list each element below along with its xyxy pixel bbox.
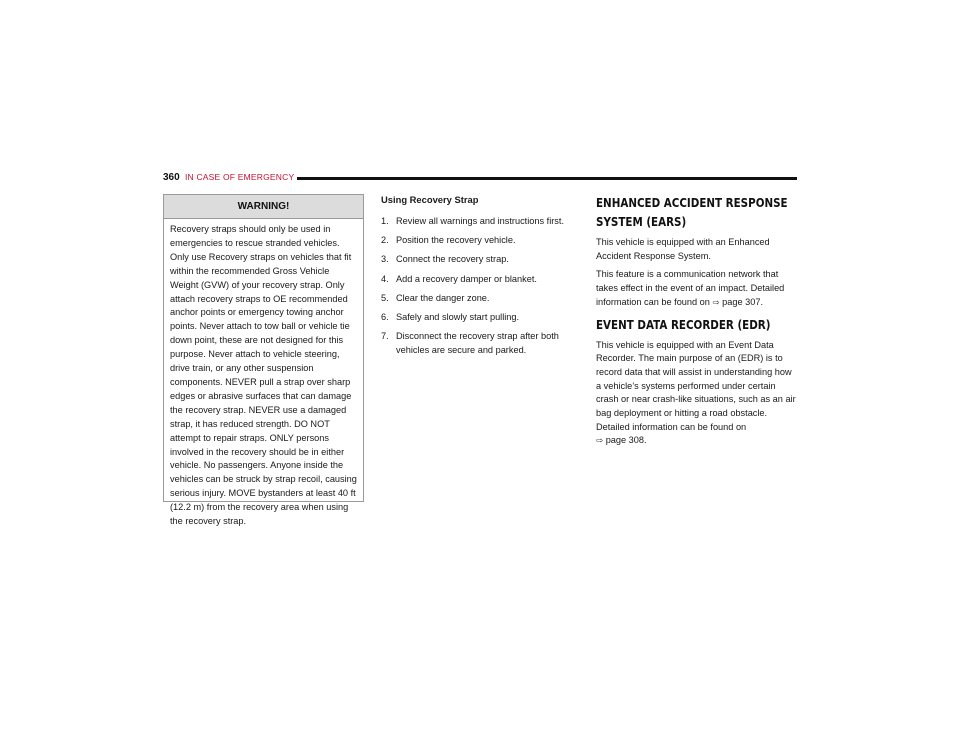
edr-heading: EVENT DATA RECORDER (EDR) bbox=[596, 316, 771, 332]
recovery-steps-list bbox=[381, 215, 581, 357]
step-text: Safely and slowly start pulling. bbox=[396, 311, 520, 322]
list-item bbox=[381, 292, 581, 306]
step-number: 7. bbox=[381, 331, 389, 342]
step-text: Review all warnings and instructions first. bbox=[396, 216, 564, 226]
step-number: 1. bbox=[381, 216, 389, 226]
step-number: 4. bbox=[381, 273, 389, 284]
step-number: 6. bbox=[381, 311, 389, 322]
recovery-subheading: Using Recovery Strap bbox=[381, 194, 479, 205]
step-text: Disconnect the recovery strap after both vehicles are secure and parked. bbox=[396, 331, 559, 355]
edr-paragraph-text: This vehicle is equipped with an Event Data Recorder. The main purpose of an (EDR) is to record data that will assist in understanding how a vehicle’s systems performed under certain crash or near crash-like situations, such as an air bag deployment or hitting a road obstacle. Detailed information can be found on bbox=[596, 339, 796, 432]
step-text: Position the recovery vehicle. bbox=[396, 235, 516, 246]
warning-title: WARNING! bbox=[164, 195, 363, 219]
step-number: 5. bbox=[381, 292, 389, 303]
step-text: Clear the danger zone. bbox=[396, 292, 490, 303]
ears-heading-line1: ENHANCED ACCIDENT RESPONSE bbox=[596, 195, 788, 210]
ears-paragraph-1: This vehicle is equipped with an Enhanced Accident Response System. bbox=[596, 237, 770, 261]
ears-paragraph-2 bbox=[596, 268, 798, 309]
page-reference-arrow-icon: ⇨ bbox=[712, 296, 720, 307]
list-item bbox=[381, 311, 581, 325]
edr-paragraph bbox=[596, 339, 798, 449]
warning-text: Recovery straps should only be used in emergencies to rescue stranded vehicles. Only use Recovery straps on vehicles that fit within the recommended Gross Vehicle Weight (GVW) of your recovery strap. Only attach recovery straps to OE recommended anchor points or emergency towing anchor points. Never attach to tow ball or vehicle tie down point, these are not designed for this purpose. Never attach to vehicle steering, drive train, or any other suspension components. NEVER pull a strap over sharp edges or abrasive surfaces that can damage the recovery strap. NEVER use a damaged strap, it has reduced strength. DO NOT attempt to repair straps. ONLY persons involved in the recovery should be in either vehicle. No passengers. Anyone inside the vehicles can be struck by strap recoil, causing serious injury. MOVE bystanders at least 40 ft (12.2 m) from the recovery area when using the recovery strap. bbox=[170, 224, 357, 527]
page-reference-link[interactable]: page 307. bbox=[722, 296, 764, 307]
list-item bbox=[381, 330, 581, 357]
step-text: Connect the recovery strap. bbox=[396, 254, 509, 265]
recovery-strap-section bbox=[381, 194, 581, 363]
list-item bbox=[381, 215, 581, 229]
list-item bbox=[381, 273, 581, 287]
step-number: 3. bbox=[381, 254, 389, 265]
ears-heading bbox=[596, 193, 798, 231]
page-reference-arrow-icon: ⇨ bbox=[596, 435, 604, 446]
page-reference-link[interactable]: page 308. bbox=[605, 435, 647, 446]
ears-heading-line2: SYSTEM (EARS) bbox=[596, 214, 687, 229]
right-column bbox=[596, 193, 798, 448]
page-number: 360 bbox=[163, 172, 180, 183]
ears-paragraph-2-text: This feature is a communication network that takes effect in the event of an impact. Detailed information can be found on bbox=[596, 269, 785, 307]
step-text: Add a recovery damper or blanket. bbox=[396, 273, 537, 284]
header-rule bbox=[297, 177, 797, 180]
list-item bbox=[381, 253, 581, 267]
step-number: 2. bbox=[381, 235, 389, 246]
list-item bbox=[381, 234, 581, 248]
warning-box bbox=[163, 194, 364, 527]
page-header bbox=[163, 172, 797, 186]
section-title: IN CASE OF EMERGENCY bbox=[185, 172, 295, 182]
